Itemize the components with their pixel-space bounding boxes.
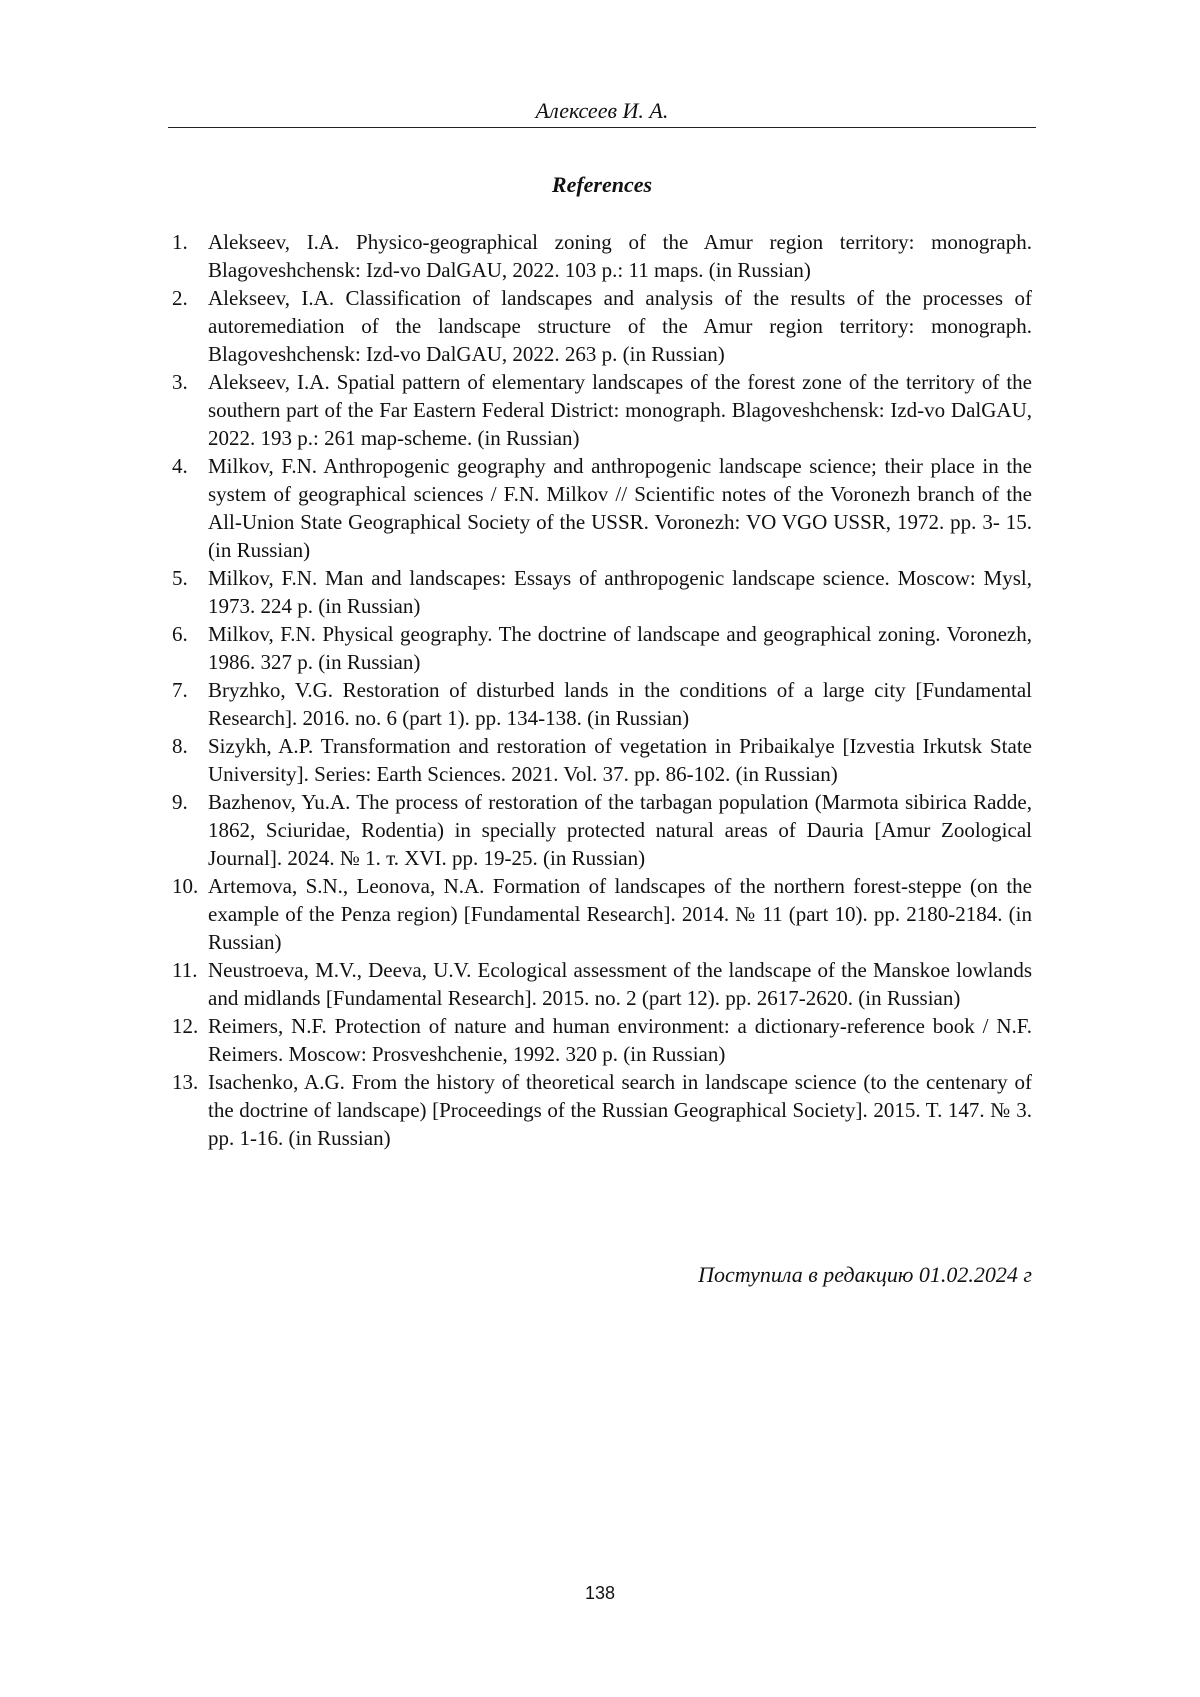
reference-text: Milkov, F.N. Man and landscapes: Essays of anthropogenic landscape science. Moscow: Mysl, 1973. 224 p. (in Russian): [208, 566, 1032, 618]
section-title: References: [551, 172, 653, 197]
reference-number: 3.: [172, 370, 188, 394]
reference-item-10: [172, 872, 1032, 956]
reference-text: Bazhenov, Yu.A. The process of restoration of the tarbagan population (Marmota sibirica Radde, 1862, Sciuridae, Rodentia) in specially protected natural areas of Dauria [Amur Zoological Journal]. 2024. № 1. т. XVI. pp. 19-25. (in Russian): [208, 790, 1032, 870]
reference-item-9: [172, 788, 1032, 872]
received-date-note: Поступила в редакцию 01.02.2024 г: [698, 1262, 1032, 1287]
reference-text: Neustroeva, M.V., Deeva, U.V. Ecological assessment of the landscape of the Manskoe lowlands and midlands [Fundamental Research]. 2015. no. 2 (part 12). pp. 2617-2620. (in Russian): [208, 958, 1032, 1010]
reference-text: Alekseev, I.A. Classification of landscapes and analysis of the results of the processes of autoremediation of the landscape structure of the Amur region territory: monograph. Blagoveshchensk: Izd-vo DalGAU, 2022. 263 p. (in Russian): [208, 286, 1032, 366]
reference-number: 4.: [172, 454, 188, 478]
reference-text: Isachenko, A.G. From the history of theoretical search in landscape science (to the centenary of the doctrine of landscape) [Proceedings of the Russian Geographical Society]. 2015. T. 147. № 3. pp. 1-16. (in Russian): [208, 1070, 1032, 1150]
reference-number: 11.: [172, 958, 198, 982]
reference-text: Alekseev, I.A. Spatial pattern of elementary landscapes of the forest zone of the territory of the southern part of the Far Eastern Federal District: monograph. Blagoveshchensk: Izd-vo DalGAU, 2022. 193 p.: 261 map-scheme. (in Russian): [208, 370, 1032, 450]
reference-item-12: [172, 1012, 1032, 1068]
reference-number: 7.: [172, 678, 188, 702]
reference-item-11: [172, 956, 1032, 1012]
page-number: 138: [584, 1583, 616, 1603]
header-rule: [168, 127, 1036, 128]
reference-number: 9.: [172, 790, 188, 814]
reference-text: Milkov, F.N. Anthropogenic geography and anthropogenic landscape science; their place in the system of geographical sciences / F.N. Milkov // Scientific notes of the Voronezh branch of the All-Union State Geographical Society of the USSR. Voronezh: VO VGO USSR, 1972. pp. 3- 15. (in Russian): [208, 454, 1032, 562]
reference-text: Milkov, F.N. Physical geography. The doctrine of landscape and geographical zoning. Voronezh, 1986. 327 p. (in Russian): [208, 622, 1032, 674]
reference-number: 13.: [172, 1070, 199, 1094]
reference-item-3: [172, 368, 1032, 452]
reference-number: 12.: [172, 1014, 199, 1038]
reference-item-8: [172, 732, 1032, 788]
reference-item-6: [172, 620, 1032, 676]
reference-text: Alekseev, I.A. Physico-geographical zoning of the Amur region territory: monograph. Blagoveshchensk: Izd-vo DalGAU, 2022. 103 p.: 11 maps. (in Russian): [208, 230, 1032, 282]
running-header: Алексеев И. А.: [535, 98, 669, 123]
reference-number: 2.: [172, 286, 188, 310]
reference-text: Sizykh, A.P. Transformation and restoration of vegetation in Pribaikalye [Izvestia Irkutsk State University]. Series: Earth Sciences. 2021. Vol. 37. pp. 86-102. (in Russian): [208, 734, 1032, 786]
reference-item-7: [172, 676, 1032, 732]
reference-number: 10.: [172, 874, 199, 898]
reference-text: Artemova, S.N., Leonova, N.A. Formation of landscapes of the northern forest-steppe (on the example of the Penza region) [Fundamental Research]. 2014. № 11 (part 10). pp. 2180-2184. (in Russian): [208, 874, 1032, 954]
reference-number: 5.: [172, 566, 188, 590]
reference-number: 6.: [172, 622, 188, 646]
reference-text: Bryzhko, V.G. Restoration of disturbed lands in the conditions of a large city [Fundamental Research]. 2016. no. 6 (part 1). pp. 134-138. (in Russian): [208, 678, 1032, 730]
reference-item-5: [172, 564, 1032, 620]
reference-item-13: [172, 1068, 1032, 1152]
reference-number: 1.: [172, 230, 188, 254]
reference-list: [172, 228, 1032, 1152]
reference-text: Reimers, N.F. Protection of nature and human environment: a dictionary-reference book / N.F. Reimers. Moscow: Prosveshchenie, 1992. 320 p. (in Russian): [208, 1014, 1032, 1066]
reference-item-1: [172, 228, 1032, 284]
reference-item-4: [172, 452, 1032, 564]
reference-number: 8.: [172, 734, 188, 758]
reference-item-2: [172, 284, 1032, 368]
